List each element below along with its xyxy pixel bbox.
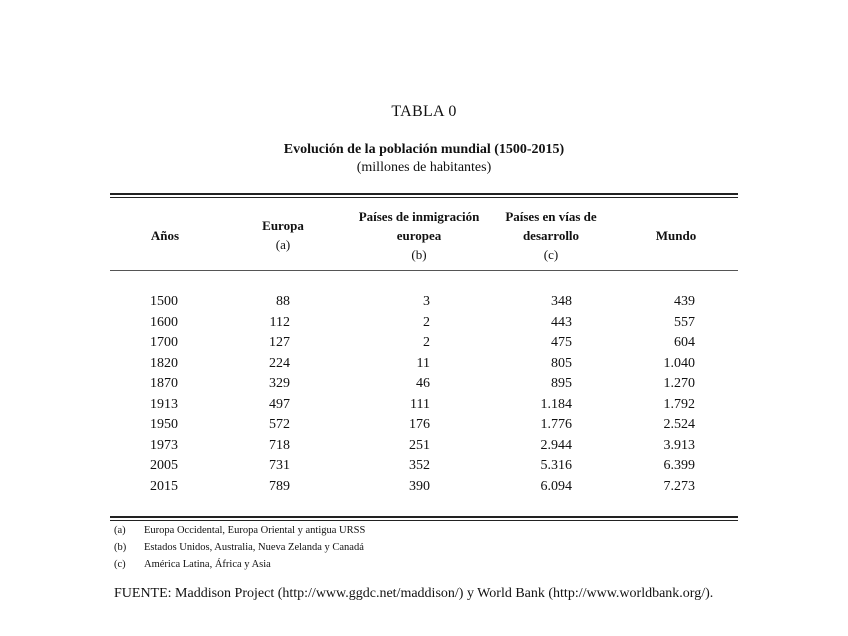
cell-mundo: 439 <box>674 294 695 309</box>
table-row <box>110 458 738 479</box>
footnote-text: Europa Occidental, Europa Oriental y antigua URSS <box>144 525 366 536</box>
cell-europa: 731 <box>269 458 290 473</box>
column-header-label: Europa <box>262 218 304 233</box>
cell-desarrollo: 348 <box>551 294 572 309</box>
cell-mundo: 1.040 <box>663 355 695 371</box>
cell-inmigracion: 3 <box>423 294 430 309</box>
footnote <box>114 522 365 539</box>
cell-year: 1820 <box>150 355 178 371</box>
cell-mundo: 1.270 <box>663 376 695 391</box>
footnote-key: (b) <box>114 542 127 553</box>
column-header-label: Países de inmigración <box>358 209 480 224</box>
table-row <box>110 438 738 459</box>
column-header-europa <box>240 216 326 254</box>
cell-europa: 789 <box>269 478 290 494</box>
cell-mundo: 1.792 <box>663 396 695 412</box>
table-label: TABLA 0 <box>391 103 457 120</box>
cell-desarrollo: 443 <box>551 314 572 330</box>
table-subtitle: (millones de habitantes) <box>356 160 492 175</box>
cell-mundo: 3.913 <box>663 437 695 453</box>
cell-europa: 112 <box>269 314 290 330</box>
cell-desarrollo: 805 <box>551 355 572 371</box>
bottom-rule-thin <box>110 520 738 521</box>
table-row <box>110 376 738 397</box>
cell-europa: 572 <box>269 417 290 432</box>
cell-mundo: 2.524 <box>663 417 695 432</box>
cell-year: 2005 <box>150 458 178 473</box>
footnote-text: América Latina, África y Asia <box>144 559 271 570</box>
column-header-note: (b) <box>411 247 427 262</box>
cell-desarrollo: 1.776 <box>540 417 572 432</box>
footnotes <box>114 522 365 573</box>
top-rule-thin <box>110 197 738 198</box>
bottom-rule <box>110 516 738 518</box>
column-header-inmigracion <box>346 207 492 264</box>
table-row <box>110 335 738 356</box>
table-row <box>110 294 738 315</box>
column-header-label: Años <box>150 228 180 243</box>
column-header-mundo <box>636 226 716 245</box>
footnote-key: (a) <box>114 525 126 536</box>
cell-inmigracion: 11 <box>416 355 430 371</box>
cell-europa: 88 <box>276 294 290 309</box>
cell-inmigracion: 111 <box>410 396 430 412</box>
cell-year: 1700 <box>150 335 178 350</box>
cell-mundo: 7.273 <box>663 478 695 494</box>
cell-inmigracion: 390 <box>409 478 430 494</box>
cell-europa: 718 <box>269 437 290 453</box>
cell-europa: 329 <box>269 376 290 391</box>
cell-desarrollo: 895 <box>551 376 572 391</box>
cell-inmigracion: 46 <box>416 376 430 391</box>
table-body <box>110 294 738 499</box>
table-row <box>110 397 738 418</box>
cell-mundo: 557 <box>674 314 695 330</box>
cell-inmigracion: 352 <box>409 458 430 473</box>
cell-europa: 497 <box>269 396 290 412</box>
column-header-years <box>130 226 200 245</box>
top-rule <box>110 193 738 195</box>
cell-inmigracion: 251 <box>409 437 430 453</box>
footnote <box>114 539 365 556</box>
table-row <box>110 479 738 500</box>
cell-desarrollo: 5.316 <box>540 458 572 473</box>
table-row <box>110 417 738 438</box>
column-header-label: Mundo <box>655 228 697 243</box>
cell-desarrollo: 6.094 <box>540 478 572 494</box>
cell-inmigracion: 2 <box>423 314 430 330</box>
cell-year: 1973 <box>150 437 178 453</box>
cell-inmigracion: 176 <box>409 417 430 432</box>
cell-inmigracion: 2 <box>423 335 430 350</box>
footnote-key: (c) <box>114 559 126 570</box>
cell-mundo: 604 <box>674 335 695 350</box>
cell-mundo: 6.399 <box>663 458 695 473</box>
column-header-label: Países en vías de <box>505 209 597 224</box>
cell-year: 1500 <box>150 294 178 309</box>
table-title: Evolución de la población mundial (1500-2015) <box>283 142 565 157</box>
cell-year: 2015 <box>150 478 178 494</box>
cell-year: 1913 <box>150 396 178 412</box>
cell-year: 1870 <box>150 376 178 391</box>
cell-europa: 224 <box>269 355 290 371</box>
table-row <box>110 356 738 377</box>
cell-year: 1950 <box>150 417 178 432</box>
cell-desarrollo: 475 <box>551 335 572 350</box>
cell-desarrollo: 1.184 <box>540 396 572 412</box>
header-rule <box>110 270 738 271</box>
column-header-desarrollo <box>494 207 608 264</box>
cell-europa: 127 <box>269 335 290 350</box>
column-header-note: (c) <box>543 247 559 262</box>
cell-year: 1600 <box>150 314 178 330</box>
column-header-label: europea <box>396 228 442 243</box>
source-note: FUENTE: Maddison Project (http://www.ggdc.net/maddison/) y World Bank (http://www.worldbank.org/). <box>114 586 714 601</box>
cell-desarrollo: 2.944 <box>540 437 572 453</box>
footnote-text: Estados Unidos, Australia, Nueva Zelanda y Canadá <box>144 542 364 553</box>
table-row <box>110 315 738 336</box>
column-header-label: desarrollo <box>522 228 580 243</box>
column-header-note: (a) <box>275 237 291 252</box>
footnote <box>114 556 365 573</box>
